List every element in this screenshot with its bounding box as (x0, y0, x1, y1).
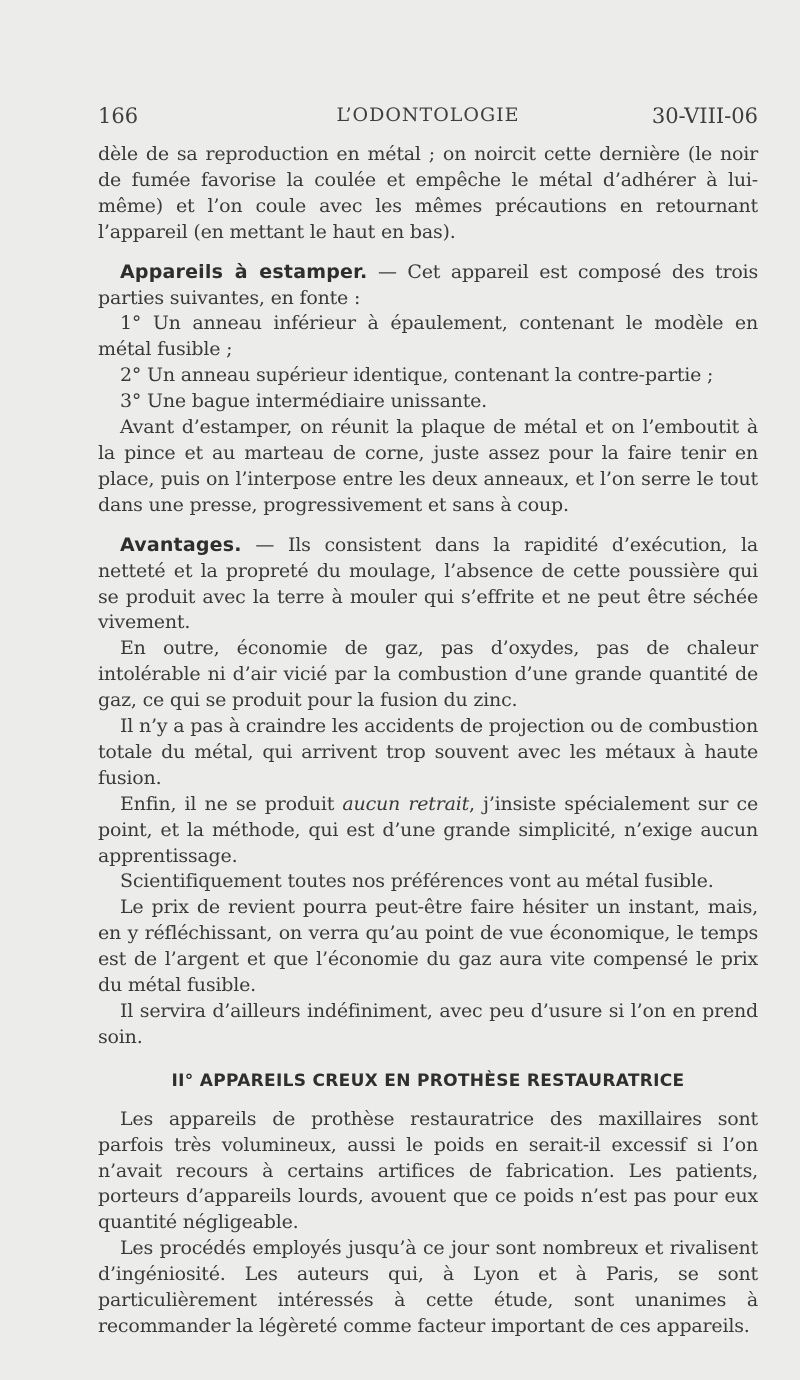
paragraph-text: — Ils consistent dans la rapidité d’exécution, la netteté et la propreté du moulage, l’absence de cette poussière qui se produit avec la terre à mouler qui s’effrite et ne peut être séchée vivement. (98, 533, 758, 634)
paragraph-appareils-estamper (98, 260, 758, 312)
paragraph-retrait (98, 792, 758, 870)
list-item: 3° Une bague intermédiaire unissante. (120, 390, 488, 413)
journal-title: L’ODONTOLOGIE (336, 104, 520, 126)
section-heading-avantages: Avantages. (120, 533, 242, 556)
paragraph-estamper: Avant d’estamper, on réunit la plaque de métal et on l’emboutit à la pince et au marteau de corne, juste assez pour la faire tenir en place, puis on l’interpose entre les deux anneaux, et l’on serre le tout dans une presse, progressivement et sans à coup. (98, 416, 758, 516)
emphasis-text: aucun retrait (342, 792, 470, 815)
paragraph-prothese: Les appareils de prothèse restauratrice des maxillaires sont parfois très volumineux, aussi le poids en serait-il excessif si l’on n’avait recours à certains artifices de fabrication. Les patients, porteurs d’appareils lourds, avouent que ce poids n’est pas pour eux quantité négligeable. (98, 1107, 758, 1234)
paragraph-continuation: dèle de sa reproduction en métal ; on noircit cette dernière (le noir de fumée favorise la coulée et empêche le métal d’adhérer à lui-même) et l’on coule avec les mêmes précautions en retournant l’appareil (en mettant le haut en bas). (98, 143, 758, 243)
paragraph-text: — Cet appareil est composé des trois parties suivantes, en fonte : (98, 260, 758, 309)
paragraph-text: Enfin, il ne se produit (120, 792, 343, 815)
section-title: II° APPAREILS CREUX EN PROTHÈSE RESTAURATRICE (171, 1070, 685, 1091)
paragraph-procedes: Les procédés employés jusqu’à ce jour sont nombreux et rivalisent d’ingéniosité. Les auteurs qui, à Lyon et à Paris, se sont particulièrement intéressés à cette étude, sont unanimes à recommander la légèreté comme facteur important de ces appareils. (98, 1237, 758, 1337)
paragraph-avantages (98, 533, 758, 637)
paragraph-economie: En outre, économie de gaz, pas d’oxydes, pas de chaleur intolérable ni d’air vicié par la combustion d’une grande quantité de gaz, ce qui se produit pour la fusion du zinc. (98, 637, 758, 712)
list-item: 2° Un anneau supérieur identique, contenant la contre-partie ; (120, 364, 714, 387)
paragraph-prix: Le prix de revient pourra peut-être faire hésiter un instant, mais, en y réfléchissant, on verra qu’au point de vue économique, le temps est de l’argent et que l’économie du gaz aura vite compensé le prix du métal fusible. (98, 896, 758, 997)
page-number: 166 (98, 104, 139, 128)
list-item: 1° Un anneau inférieur à épaulement, contenant le modèle en métal fusible ; (98, 312, 758, 361)
paragraph-text: , j’insiste spécialement sur ce point, et la méthode, qui est d’une grande simplicité, n’exige aucun apprentissage. (98, 792, 759, 867)
section-heading-estamper: Appareils à estamper. (120, 260, 368, 283)
paragraph-accidents: Il n’y a pas à craindre les accidents de projection ou de combustion totale du métal, qui arrivent trop souvent avec les métaux à haute fusion. (98, 715, 758, 789)
issue-date: 30-VIII-06 (651, 104, 758, 128)
article-body (98, 142, 758, 1340)
page-header (98, 104, 758, 134)
paragraph-usure: Il servira d’ailleurs indéfiniment, avec peu d’usure si l’on en prend soin. (98, 1000, 758, 1048)
paragraph-preferences: Scientifiquement toutes nos préférences vont au métal fusible. (120, 870, 714, 893)
